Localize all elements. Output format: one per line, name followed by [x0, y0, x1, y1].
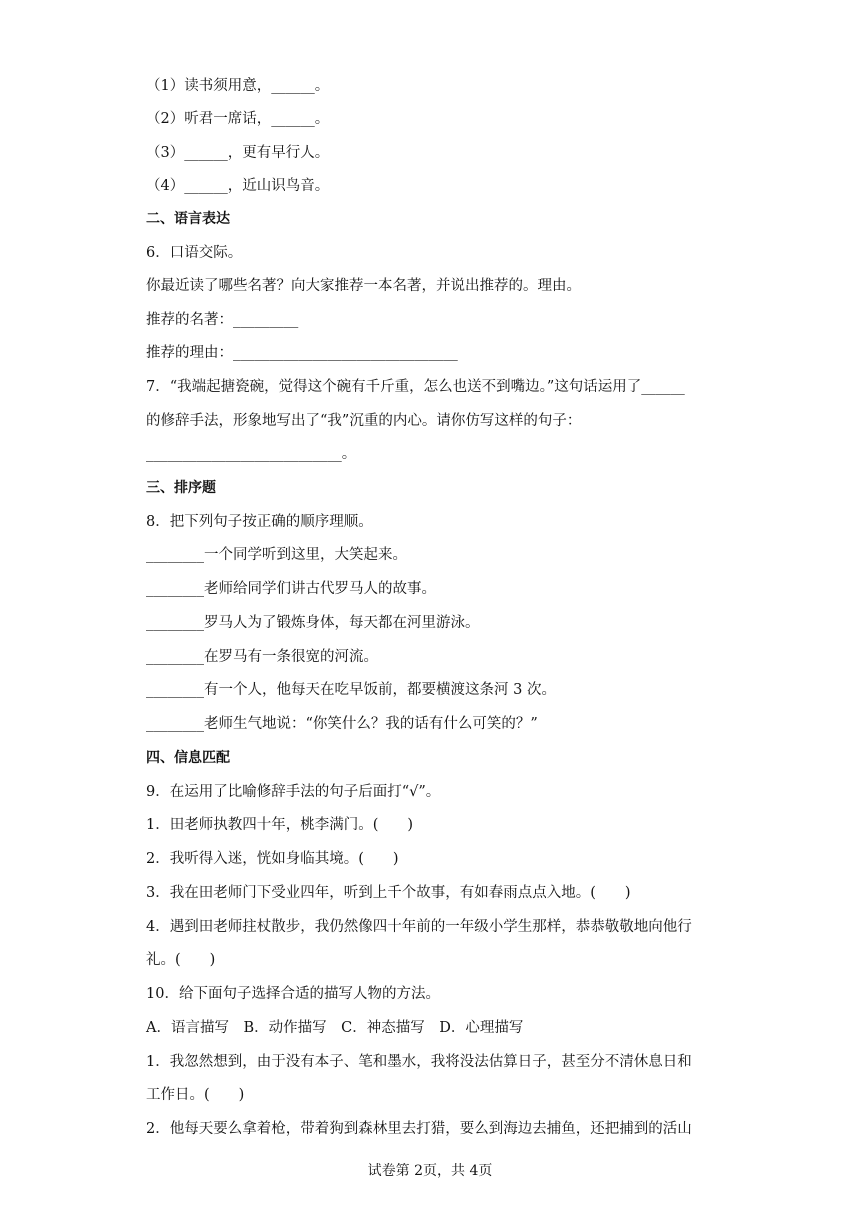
question-10-item-1-line-1: 1．我忽然想到，由于没有本子、笔和墨水，我将没法估算日子，甚至分不清休息日和 [146, 1054, 692, 1070]
question-9-item-1: 1．田老师执教四十年，桃李满门。( ) [146, 817, 414, 833]
question-9-item-4-line-1: 4．遇到田老师拄杖散步，我仍然像四十年前的一年级小学生那样，恭恭敬敬地向他行 [146, 919, 692, 935]
fill-blank-item-4: （4）______，近山识鸟音。 [146, 178, 330, 194]
question-9-title: 9．在运用了比喻修辞手法的句子后面打“√”。 [146, 784, 441, 800]
question-7-line-2: 的修辞手法，形象地写出了“我”沉重的内心。请你仿写这样的句子： [146, 413, 582, 429]
question-10-title: 10．给下面句子选择合适的描写人物的方法。 [146, 986, 440, 1002]
ordering-item-3: ________罗马人为了锻炼身体，每天都在河里游泳。 [146, 615, 480, 631]
question-9-item-3: 3．我在田老师门下受业四年，听到上千个故事，有如春雨点点入地。( ) [146, 885, 631, 901]
question-7-line-3: ___________________________。 [146, 446, 357, 462]
question-10-item-2-line-1: 2．他每天要么拿着枪，带着狗到森林里去打猎，要么到海边去捕鱼，还把捕到的活山 [146, 1121, 692, 1137]
fill-blank-item-2: （2）听君一席话，______。 [146, 111, 330, 127]
ordering-item-2: ________老师给同学们讲古代罗马人的故事。 [146, 581, 436, 597]
ordering-item-5: ________有一个人，他每天在吃早饭前，都要横渡这条河 3 次。 [146, 682, 556, 698]
ordering-item-4: ________在罗马有一条很宽的河流。 [146, 649, 378, 665]
question-8-title: 8．把下列句子按正确的顺序理顺。 [146, 514, 373, 530]
question-6-reason-blank: 推荐的理由：_______________________________ [146, 345, 458, 361]
ordering-item-6: ________老师生气地说：“你笑什么？我的话有什么可笑的？” [146, 716, 538, 732]
question-9-item-2: 2．我听得入迷，恍如身临其境。( ) [146, 851, 399, 867]
question-9-item-4-line-2: 礼。( ) [146, 952, 216, 968]
question-10-options: A．语言描写 B．动作描写 C．神态描写 D．心理描写 [146, 1020, 524, 1036]
section-heading-language-expression: 二、语言表达 [146, 211, 230, 227]
ordering-item-1: ________一个同学听到这里，大笑起来。 [146, 547, 407, 563]
question-7-line-1: 7．“我端起搪瓷碗，觉得这个碗有千斤重，怎么也送不到嘴边。”这句话运用了______ [146, 379, 685, 395]
page-footer: 试卷第 2页，共 4页 [367, 1163, 493, 1179]
fill-blank-item-3: （3）______，更有早行人。 [146, 145, 330, 161]
question-6-title: 6．口语交际。 [146, 245, 243, 261]
question-6-prompt: 你最近读了哪些名著？向大家推荐一本名著，并说出推荐的。理由。 [146, 278, 581, 294]
question-10-item-1-line-2: 工作日。( ) [146, 1087, 245, 1103]
section-heading-info-matching: 四、信息匹配 [146, 750, 230, 766]
fill-blank-item-1: （1）读书须用意，______。 [146, 78, 330, 94]
section-heading-ordering: 三、排序题 [146, 480, 216, 496]
question-6-book-blank: 推荐的名著：_________ [146, 312, 299, 328]
